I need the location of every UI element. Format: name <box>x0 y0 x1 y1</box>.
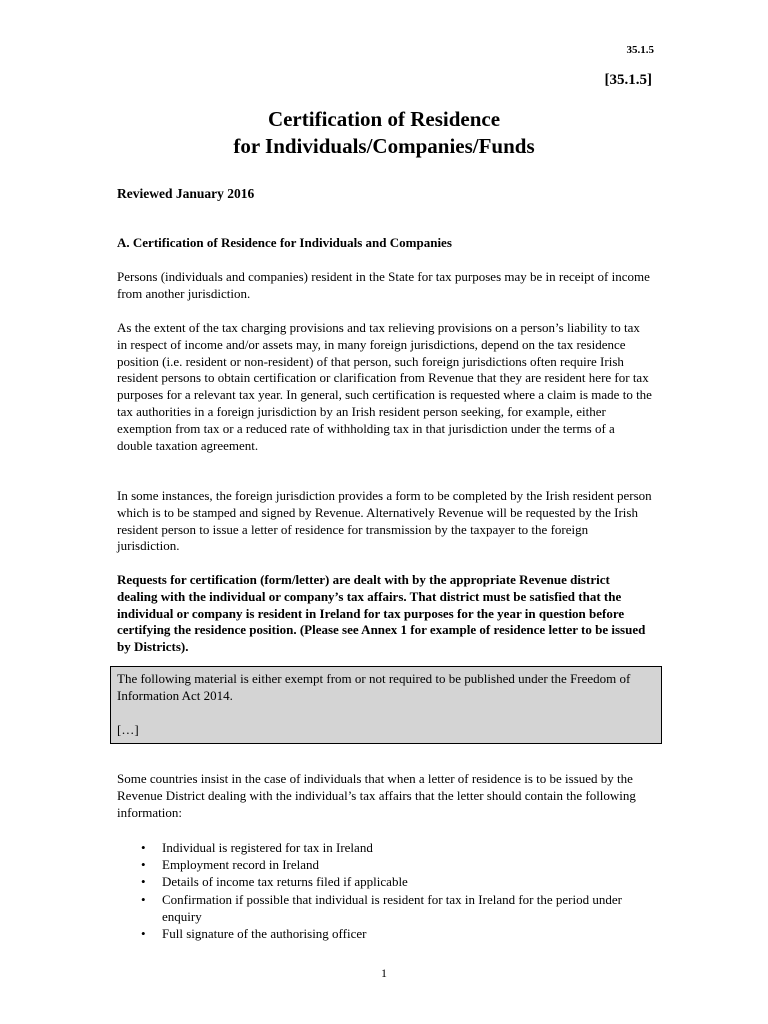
reference-number: 35.1.5 <box>626 44 654 56</box>
section-heading: A. Certification of Residence for Individuals and Companies <box>117 235 452 250</box>
list-item <box>117 856 653 873</box>
redaction-ellipsis: […] <box>117 721 139 737</box>
bullet-icon: • <box>141 926 146 942</box>
bullet-icon: • <box>141 874 146 890</box>
paragraph: Some countries insist in the case of individuals that when a letter of residence is to be issued by the Revenue District dealing with the individual’s tax affairs that the letter should contain the following information: <box>117 771 636 820</box>
list-item-text: Individual is registered for tax in Ireland <box>162 840 373 855</box>
bullet-icon: • <box>141 891 146 907</box>
list-item <box>117 925 653 942</box>
redaction-notice-box <box>110 666 662 744</box>
list-item-text: Confirmation if possible that individual is resident for tax in Ireland for the period under enquiry <box>162 891 622 924</box>
document-title <box>0 106 768 160</box>
title-line-2: for Individuals/Companies/Funds <box>233 134 535 158</box>
list-item <box>117 839 653 856</box>
bold-paragraph: Requests for certification (form/letter) are dealt with by the appropriate Revenue district dealing with the individual or company’s tax affairs. That district must be satisfied that the individual or company is resident in Ireland for tax purposes for the year in question before certifying the residence position. (Please see Annex 1 for example of residence letter to be issued by Districts). <box>117 572 646 655</box>
reference-bracket: [35.1.5] <box>604 72 652 88</box>
reviewed-date: Reviewed January 2016 <box>117 186 255 201</box>
redaction-notice-text: The following material is either exempt from or not required to be published under the Freedom of Information Act 2014. <box>117 671 631 703</box>
requirements-list <box>117 839 653 942</box>
list-item <box>117 891 653 925</box>
paragraph: As the extent of the tax charging provisions and tax relieving provisions on a person’s liability to tax in respect of income and/or assets may, in many foreign jurisdictions, depend on the tax residence position (i.e. resident or non-resident) of that person, such foreign jurisdictions often require Irish resident persons to obtain certification or clarification from Revenue that they are resident here for tax purposes for a relevant tax year. In general, such certification is requested where a claim is made to the tax authorities in a foreign jurisdiction by an Irish resident person seeking, for example, either exemption from tax or a reduced rate of withholding tax in that jurisdiction under the terms of a double taxation agreement. <box>117 320 652 453</box>
paragraph: Persons (individuals and companies) resident in the State for tax purposes may be in receipt of income from another jurisdiction. <box>117 269 650 301</box>
page-number: 1 <box>381 966 387 980</box>
title-line-1: Certification of Residence <box>267 107 501 131</box>
bullet-icon: • <box>141 857 146 873</box>
list-item-text: Details of income tax returns filed if applicable <box>162 874 408 890</box>
paragraph: In some instances, the foreign jurisdiction provides a form to be completed by the Irish resident person which is to be stamped and signed by Revenue. Alternatively Revenue will be requested by the Irish resident person to issue a letter of residence for transmission by the taxpayer to the foreign jurisdiction. <box>117 488 652 554</box>
list-item-text: Full signature of the authorising officer <box>162 926 367 942</box>
list-item-text: Employment record in Ireland <box>162 857 320 873</box>
bullet-icon: • <box>141 840 146 855</box>
list-item <box>117 873 653 890</box>
